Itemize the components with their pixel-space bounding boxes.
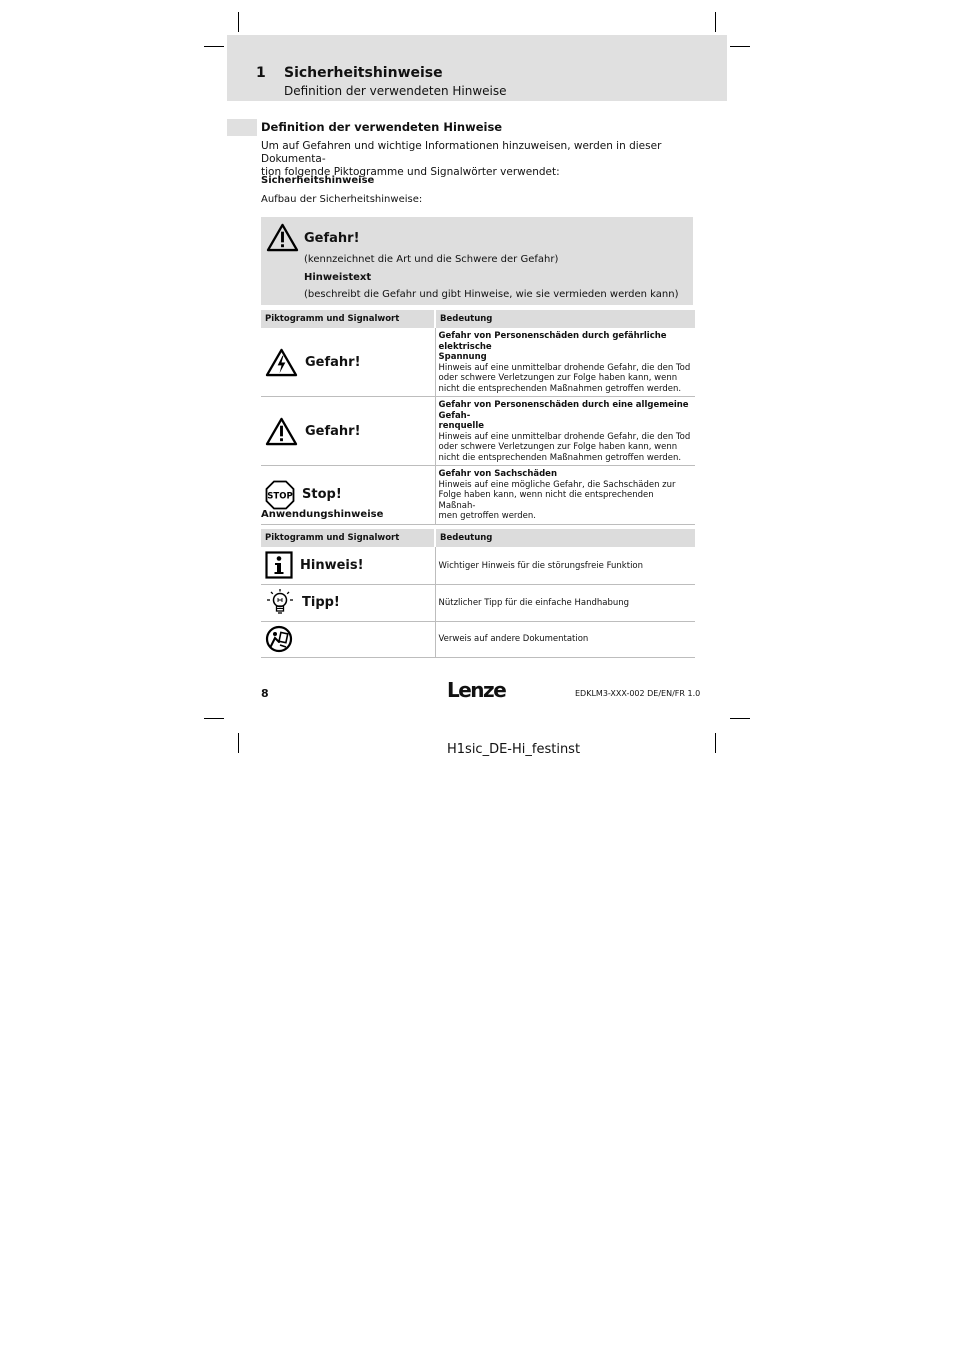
info-icon: [265, 551, 293, 579]
table-row: [261, 328, 695, 397]
meaning-text: nicht die entsprechenden Maßnahmen getroffen werden.: [438, 383, 682, 394]
table-cell-picto: [261, 547, 435, 584]
table-header-cell: Bedeutung: [435, 529, 695, 547]
table-header-row: [261, 529, 695, 547]
application-notes-table: [261, 529, 695, 658]
signal-word: Gefahr!: [305, 423, 361, 439]
table-cell-meaning: [435, 466, 695, 525]
box-line-bold: Hinweistext: [304, 272, 372, 283]
table-cell-meaning: [435, 397, 695, 466]
lenze-logo: Lenze: [447, 678, 506, 702]
table-row: [261, 584, 695, 621]
meaning-title: Spannung: [438, 352, 487, 362]
intro-line: tion folgende Piktogramme und Signalwörter verwendet:: [261, 166, 560, 178]
table-header-cell: Piktogramm und Signalwort: [261, 529, 435, 547]
meaning-title: Gefahr von Sachschäden: [438, 469, 558, 479]
chapter-title: Sicherheitshinweise: [284, 65, 443, 81]
table-cell-picto: [261, 328, 435, 397]
table-cell-meaning: Verweis auf andere Dokumentation: [435, 621, 695, 657]
box-line: (kennzeichnet die Art und die Schwere der Gefahr): [304, 254, 559, 265]
meaning-text: oder schwere Verletzungen zur Folge haben kann, wenn: [438, 442, 678, 452]
meaning-text: oder schwere Verletzungen zur Folge haben kann, wenn: [438, 373, 678, 383]
table-header-row: [261, 310, 695, 328]
intro-paragraph: [261, 140, 697, 179]
lightbulb-icon: [265, 588, 295, 618]
chapter-number: 1: [256, 65, 266, 81]
signal-word: Gefahr!: [304, 231, 360, 246]
section-title: Definition der verwendeten Hinweise: [261, 120, 503, 134]
table-cell-picto: [261, 621, 435, 657]
crop-mark: [730, 46, 750, 47]
table-cell-picto: [261, 397, 435, 466]
table-cell-picto: [261, 584, 435, 621]
safety-notes-table: [261, 310, 695, 525]
warning-triangle-icon: [266, 223, 299, 252]
chapter-subtitle: Definition der verwendeten Hinweise: [284, 84, 507, 98]
meaning-text: Hinweis auf eine unmittelbar drohende Gefahr, die den Tod: [438, 362, 691, 373]
section-marker: [227, 119, 257, 136]
box-line: (beschreibt die Gefahr und gibt Hinweise, wie sie vermieden werden kann): [304, 289, 679, 300]
signal-word: Tipp!: [302, 595, 340, 610]
meaning-title: renquelle: [438, 421, 485, 431]
table-cell-meaning: [435, 328, 695, 397]
structure-label: Aufbau der Sicherheitshinweise:: [261, 194, 423, 205]
table-cell-meaning: Nützlicher Tipp für die einfache Handhabung: [435, 584, 695, 621]
signal-word: Stop!: [302, 487, 342, 503]
table-cell-meaning: Wichtiger Hinweis für die störungsfreie Funktion: [435, 547, 695, 584]
file-name: H1sic_DE-Hi_festinst: [447, 742, 581, 757]
electric-hazard-icon: [265, 348, 298, 377]
meaning-title: Gefahr von Personenschäden durch gefährliche elektrische: [438, 331, 667, 352]
crop-mark: [204, 46, 224, 47]
table-row: [261, 621, 695, 657]
meaning-text: nicht die entsprechenden Maßnahmen getroffen werden.: [438, 452, 682, 463]
crop-mark: [715, 12, 716, 32]
intro-line: Um auf Gefahren und wichtige Informationen hinzuweisen, werden in dieser Dokumenta-: [261, 140, 662, 165]
crop-mark: [730, 718, 750, 719]
crop-mark: [238, 733, 239, 753]
stop-sign-icon: [265, 480, 295, 510]
meaning-text: Folge haben kann, wenn nicht die entsprechenden Maßnah-: [438, 490, 654, 511]
safety-heading: Sicherheitshinweise: [261, 175, 375, 186]
warning-triangle-icon: [265, 417, 298, 446]
meaning-title: Gefahr von Personenschäden durch eine allgemeine Gefah-: [438, 400, 689, 421]
crop-mark: [204, 718, 224, 719]
table-row: [261, 397, 695, 466]
meaning-text: Hinweis auf eine mögliche Gefahr, die Sachschäden zur: [438, 479, 676, 490]
stop-sign-text: STOP: [267, 491, 293, 502]
meaning-text: men getroffen werden.: [438, 511, 536, 521]
signal-word: Hinweis!: [300, 557, 364, 573]
application-heading: Anwendungshinweise: [261, 509, 384, 520]
signal-word: Gefahr!: [305, 354, 361, 370]
table-row: [261, 547, 695, 584]
crop-mark: [715, 733, 716, 753]
meaning-text: Hinweis auf eine unmittelbar drohende Gefahr, die den Tod: [438, 431, 691, 442]
book-reference-icon: [265, 625, 293, 653]
table-header-cell: Piktogramm und Signalwort: [261, 310, 435, 328]
safety-example-box: [261, 217, 693, 305]
page-number: 8: [261, 687, 269, 700]
document-reference: EDKLM3-XXX-002 DE/EN/FR 1.0: [575, 689, 701, 698]
table-header-cell: Bedeutung: [435, 310, 695, 328]
crop-mark: [238, 12, 239, 32]
